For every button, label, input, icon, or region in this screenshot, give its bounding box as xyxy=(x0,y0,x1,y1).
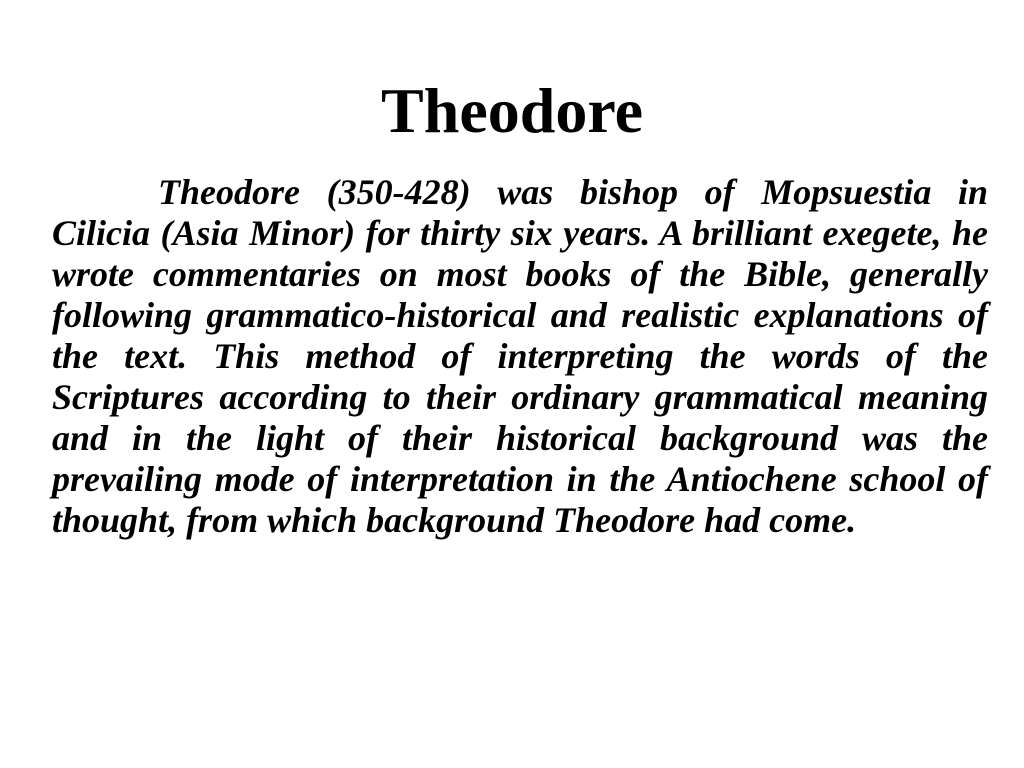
slide-title: Theodore xyxy=(381,75,643,146)
body-paragraph: Theodore (350-428) was bishop of Mopsuestia in Cilicia (Asia Minor) for thirty six years. A brilliant exegete, he wrote commentaries on most books of the Bible, generally following grammatico-historical and realistic explanations of the text. This method of interpreting the words of the Scriptures according to their ordinary grammatical meaning and in the light of their historical background was the prevailing mode of interpretation in the Antiochene school of thought, from which background Theodore had come. xyxy=(52,172,988,540)
